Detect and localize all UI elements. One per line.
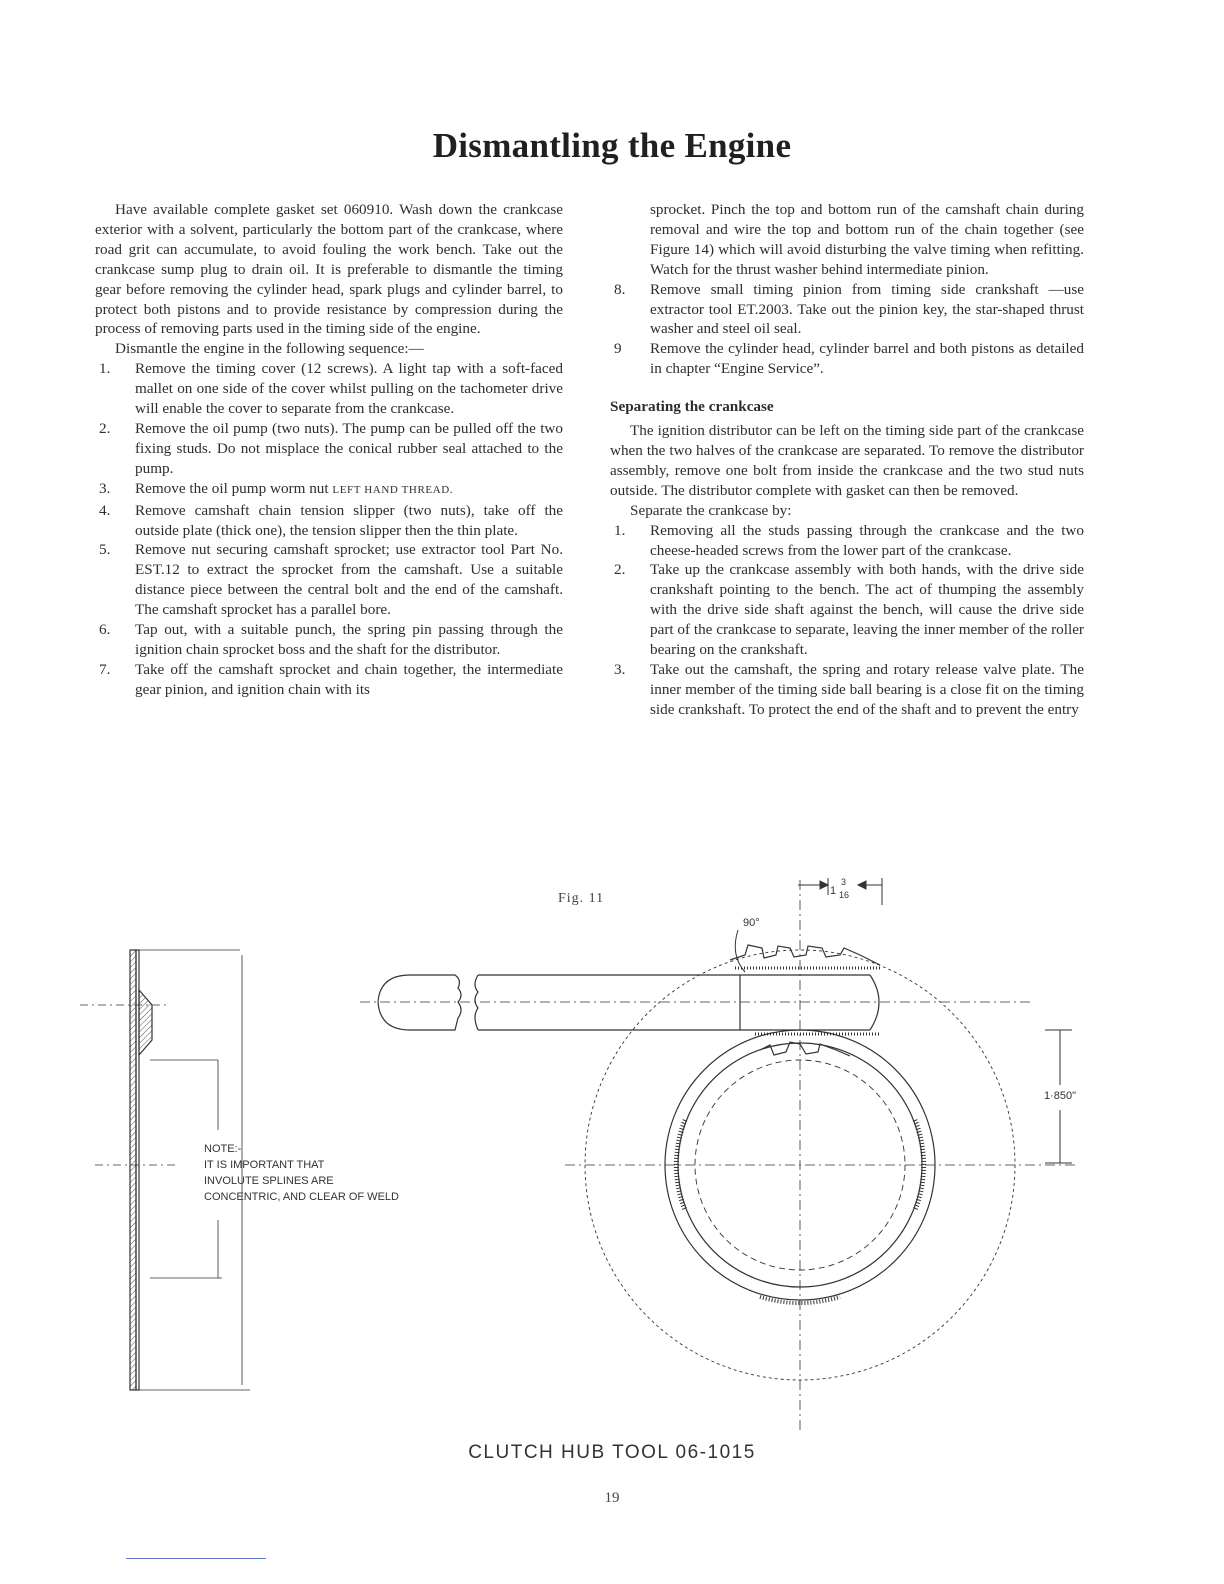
section-subheading: Separating the crankcase xyxy=(610,398,774,416)
list-item: 2. Take up the crankcase assembly with both hands, with the drive side crankshaft pointing to the bench. The act of thumping the assembly with the drive side shaft against the bench, will cause the drive side part of the crankcase to separate, leaving the inner member of the roller bearing on the crankshaft. xyxy=(614,561,1084,659)
list-item: 3. Remove the oil pump worm nut LEFT HAND THREAD. xyxy=(99,479,454,497)
dimension-right: 1·850" xyxy=(1044,1090,1077,1102)
list-item: 2. Remove the oil pump (two nuts). The pump can be pulled off the two fixing studs. Do not misplace the conical rubber seal attached to the pump. xyxy=(99,419,563,477)
distributor-paragraph: The ignition distributor can be left on the timing side part of the crankcase when the two halves of the crankcase are separated. To remove the distributor assembly, remove one bolt from inside the crankcase and the two stud nuts outside. The distributor complete with gasket can then be removed. xyxy=(610,422,1084,499)
dimension-top-numerator: 3 xyxy=(841,877,847,887)
dismantle-steps xyxy=(95,359,563,699)
dimension-annotations xyxy=(735,878,1072,1163)
page-number: 19 xyxy=(604,1490,620,1506)
page-title: Dismantling the Engine xyxy=(432,126,792,165)
sequence-intro: Dismantle the engine in the following sequence:— xyxy=(115,340,424,358)
intro-paragraph: Have available complete gasket set 060910. Wash down the crankcase exterior with a solvent, particularly the bottom part of the crankcase, where road grit can accumulate, to avoid fouling the work bench. Take out the crankcase sump plug to drain oil. It is preferable to dismantle the timing gear before removing the cylinder head, spark plugs and cylinder barrel, to protect both pistons and to provide resistance by compression during the process of removing parts used in the timing side of the engine. xyxy=(95,201,563,338)
list-item: 6. Tap out, with a suitable punch, the spring pin passing through the ignition chain sprocket boss and the shaft for the distributor. xyxy=(99,621,563,658)
list-item: 7. Take off the camshaft sprocket and chain together, the intermediate gear pinion, and ignition chain with its xyxy=(99,660,563,698)
list-item: 8. Remove small timing pinion from timing side crankshaft —use extractor tool ET.2003. Take out the pinion key, the star-shaped thrust washer and steel oil seal. xyxy=(614,280,1084,338)
separate-intro: Separate the crankcase by: xyxy=(630,501,792,519)
footer-rule xyxy=(126,1558,266,1559)
continuation-paragraph: sprocket. Pinch the top and bottom run of the camshaft chain during removal and wire the top and bottom run of the chain together (see Figure 14) which will avoid disturbing the valve timing when refitting. Watch for the thrust washer behind intermediate pinion. xyxy=(650,201,1084,278)
tool-shaft xyxy=(360,968,1030,1034)
list-item: 1. Remove the timing cover (12 screws). A light tap with a soft-faced mallet on one side of the cover whilst pulling on the tachometer drive will enable the cover to separate from the crankcase. xyxy=(99,360,563,418)
list-item: 1. Removing all the studs passing through the crankcase and the two cheese-headed screws from the lower part of the crankcase. xyxy=(614,521,1084,559)
list-item: 3. Take out the camshaft, the spring and rotary release valve plate. The inner member of the timing side ball bearing is a close fit on the timing side crankshaft. To protect the end of the shaft and to prevent the entry xyxy=(614,660,1084,718)
clutch-hub-tool-drawing xyxy=(0,850,1224,1450)
figure-label: Fig. 11 xyxy=(558,891,605,906)
list-item: 4. Remove camshaft chain tension slipper (two nuts), take off the outside plate (thick one), the tension slipper then the thin plate. xyxy=(99,501,563,539)
left-column xyxy=(95,200,563,700)
list-item: 5. Remove nut securing camshaft sprocket; use extractor tool Part No. EST.12 to extract the sprocket from the camshaft. Use a suitable distance piece between the central bolt and the end of the camshaft. The camshaft sprocket has a parallel bore. xyxy=(99,541,563,619)
angle-label: 90° xyxy=(743,917,760,929)
list-item: 9 Remove the cylinder head, cylinder barrel and both pistons as detailed in chapter “Engine Service”. xyxy=(614,340,1084,378)
dimension-top-denominator: 16 xyxy=(839,890,850,900)
hub-plan-view xyxy=(565,880,1075,1430)
figure-note: NOTE:- IT IS IMPORTANT THAT INVOLUTE SPLINES ARE CONCENTRIC, AND CLEAR OF WELD xyxy=(204,1143,399,1203)
figure-caption: CLUTCH HUB TOOL 06-1015 xyxy=(468,1442,756,1463)
dimension-top-whole: 1 xyxy=(830,885,837,897)
dismantle-steps-continued xyxy=(610,280,1084,380)
separate-steps xyxy=(610,521,1084,720)
right-column xyxy=(610,200,1084,720)
